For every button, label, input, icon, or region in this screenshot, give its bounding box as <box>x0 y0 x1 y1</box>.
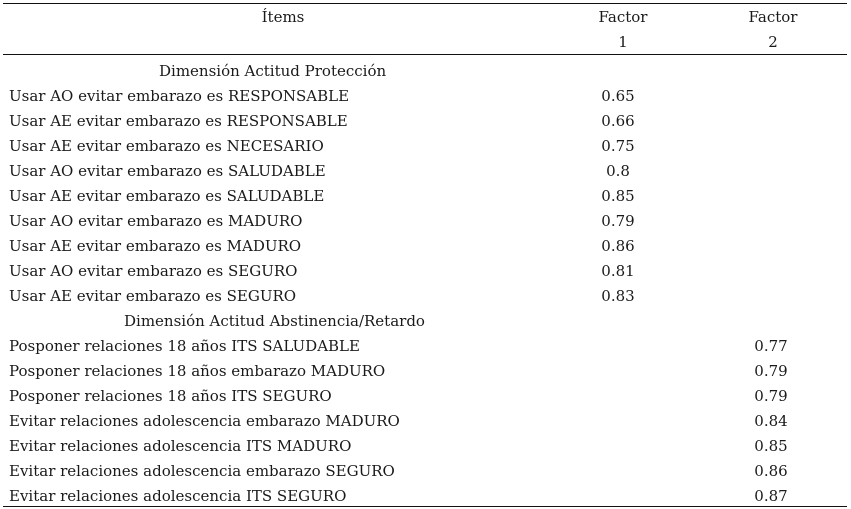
factor1-cell: 0.83 <box>601 287 635 305</box>
factor2-cell: 0.87 <box>754 487 788 505</box>
item-cell: Usar AE evitar embarazo es RESPONSABLE <box>9 112 348 130</box>
factor2-cell: 0.85 <box>754 437 788 455</box>
section-title: Dimensión Actitud Abstinencia/Retardo <box>124 312 425 330</box>
item-cell: Posponer relaciones 18 años embarazo MADURO <box>9 362 386 380</box>
table-row <box>3 134 847 159</box>
table-row <box>3 84 847 109</box>
item-cell: Usar AO evitar embarazo es MADURO <box>9 212 303 230</box>
factor1-cell: 0.75 <box>601 137 635 155</box>
table-bottom-rule <box>3 506 847 507</box>
table-row <box>3 334 847 359</box>
table-row <box>3 284 847 309</box>
table-row <box>3 184 847 209</box>
items-header-label: Ítems <box>261 8 305 26</box>
column-header-factor2 <box>738 5 808 55</box>
table-row <box>3 109 847 134</box>
factor1-cell: 0.8 <box>606 162 630 180</box>
item-cell: Usar AE evitar embarazo es SEGURO <box>9 287 297 305</box>
factor2-cell: 0.86 <box>754 462 788 480</box>
header-rule <box>3 54 847 55</box>
table-row <box>3 409 847 434</box>
table-row <box>3 384 847 409</box>
factor2-cell: 0.79 <box>754 387 788 405</box>
factor2-header-line2: 2 <box>768 33 778 51</box>
section-title: Dimensión Actitud Protección <box>159 62 387 80</box>
item-cell: Posponer relaciones 18 años ITS SALUDABLE <box>9 337 360 355</box>
table-top-rule <box>3 3 847 4</box>
factor1-header-line1: Factor <box>598 8 648 26</box>
table-row <box>3 359 847 384</box>
table-row <box>3 259 847 284</box>
factor1-cell: 0.85 <box>601 187 635 205</box>
table-row <box>3 434 847 459</box>
item-cell: Evitar relaciones adolescencia ITS MADURO <box>9 437 352 455</box>
factor1-cell: 0.81 <box>601 262 635 280</box>
factor2-cell: 0.77 <box>754 337 788 355</box>
factor2-cell: 0.79 <box>754 362 788 380</box>
factor1-cell: 0.79 <box>601 212 635 230</box>
item-cell: Usar AO evitar embarazo es SALUDABLE <box>9 162 326 180</box>
item-cell: Usar AE evitar embarazo es SALUDABLE <box>9 187 325 205</box>
item-cell: Usar AE evitar embarazo es NECESARIO <box>9 137 324 155</box>
table-row <box>3 459 847 484</box>
item-cell: Posponer relaciones 18 años ITS SEGURO <box>9 387 332 405</box>
factor1-header-line2: 1 <box>618 33 628 51</box>
factor1-cell: 0.65 <box>601 87 635 105</box>
table-row <box>3 159 847 184</box>
item-cell: Usar AO evitar embarazo es SEGURO <box>9 262 298 280</box>
item-cell: Evitar relaciones adolescencia ITS SEGURO <box>9 487 347 505</box>
item-cell: Evitar relaciones adolescencia embarazo MADURO <box>9 412 400 430</box>
item-cell: Usar AO evitar embarazo es RESPONSABLE <box>9 87 350 105</box>
factor2-cell: 0.84 <box>754 412 788 430</box>
item-cell: Usar AE evitar embarazo es MADURO <box>9 237 302 255</box>
column-header-factor1 <box>588 5 658 55</box>
factor1-cell: 0.86 <box>601 237 635 255</box>
table-row <box>3 234 847 259</box>
factor1-cell: 0.66 <box>601 112 635 130</box>
column-header-items <box>253 5 313 30</box>
factor2-header-line1: Factor <box>748 8 798 26</box>
item-cell: Evitar relaciones adolescencia embarazo SEGURO <box>9 462 395 480</box>
table-row <box>3 209 847 234</box>
